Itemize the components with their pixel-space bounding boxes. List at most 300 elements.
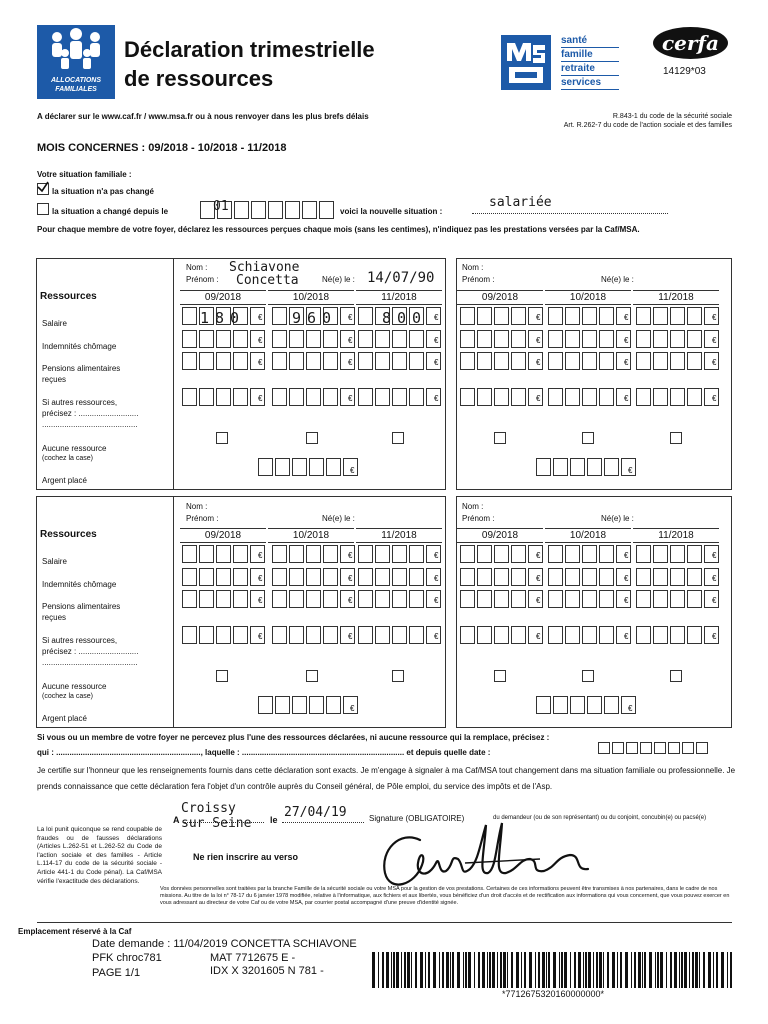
ne-label-2: Né(e) le : bbox=[601, 275, 634, 284]
row-chomage-2: Indemnités chômage bbox=[42, 580, 117, 589]
row-autres-2: Si autres ressources, bbox=[42, 636, 118, 645]
row-chomage-1: Indemnités chômage bbox=[42, 342, 117, 351]
barcode-bar bbox=[548, 952, 550, 988]
argent-place-cells-b2-1[interactable] bbox=[536, 696, 638, 713]
prenom-label-1: Prénom : bbox=[186, 275, 219, 284]
amount-cells-b2-c2-r3[interactable] bbox=[358, 626, 443, 643]
euro-sign-b1-c1-r3: € bbox=[348, 394, 353, 403]
euro-sign-b2-c4-r1: € bbox=[624, 574, 629, 583]
barcode-bar bbox=[492, 952, 495, 988]
month-header-1-1: 09/2018 bbox=[180, 290, 266, 305]
amount-cells-b2-c5-r0[interactable] bbox=[636, 545, 721, 562]
barcode-bar bbox=[578, 952, 581, 988]
argent-place-cells-b1-1[interactable] bbox=[536, 458, 638, 475]
amount-cells-b2-c4-r2[interactable] bbox=[548, 590, 633, 607]
euro-sign-b1-c5-r0: € bbox=[712, 313, 717, 322]
row-pensions-1: Pensions alimentaires bbox=[42, 364, 121, 373]
argent-euro-b2-0: € bbox=[350, 704, 355, 713]
person1-ne[interactable]: 14/07/90 bbox=[367, 270, 435, 286]
le-label: le bbox=[270, 815, 278, 825]
amount-cells-b2-c3-r1[interactable] bbox=[460, 568, 545, 585]
euro-sign-b2-c1-r2: € bbox=[348, 596, 353, 605]
barcode-bar bbox=[670, 952, 672, 988]
amount-cells-b1-c5-r1[interactable] bbox=[636, 330, 721, 347]
amount-cells-b2-c2-r0[interactable] bbox=[358, 545, 443, 562]
amount-cells-b2-c3-r0[interactable] bbox=[460, 545, 545, 562]
euro-sign-b1-c1-r2: € bbox=[348, 358, 353, 367]
euro-sign-b2-c3-r0: € bbox=[536, 551, 541, 560]
amount-cells-b1-c2-r1[interactable] bbox=[358, 330, 443, 347]
amount-cells-b1-c5-r0[interactable] bbox=[636, 307, 721, 324]
amount-cells-b2-c3-r2[interactable] bbox=[460, 590, 545, 607]
euro-sign-b1-c5-r3: € bbox=[712, 394, 717, 403]
reserved-label: Emplacement réservé à la Caf bbox=[18, 927, 132, 936]
row-salaire-2: Salaire bbox=[42, 557, 67, 566]
row-aucune-1: Aucune ressource bbox=[42, 444, 107, 453]
barcode-bar bbox=[393, 952, 395, 988]
barcode-bar bbox=[727, 952, 728, 988]
person1-salaire-11[interactable]: 800 bbox=[382, 309, 428, 327]
checkbox-unchanged[interactable] bbox=[37, 183, 49, 195]
barcode-bar bbox=[391, 952, 392, 988]
euro-sign-b2-c0-r0: € bbox=[258, 551, 263, 560]
barcode-bar bbox=[478, 952, 480, 988]
row-dots-1: ........................................... bbox=[42, 420, 138, 429]
barcode-text: *7712675320160000000* bbox=[501, 989, 605, 999]
barcode-bar bbox=[599, 952, 602, 988]
euro-sign-b2-c3-r3: € bbox=[536, 632, 541, 641]
euro-sign-b2-c0-r2: € bbox=[258, 596, 263, 605]
barcode-bar bbox=[660, 952, 663, 988]
euro-sign-b2-c0-r3: € bbox=[258, 632, 263, 641]
signature-label: Signature (OBLIGATOIRE) bbox=[369, 814, 465, 823]
barcode-bar bbox=[634, 952, 636, 988]
barcode-bar bbox=[612, 952, 615, 988]
prenom-label-2: Prénom : bbox=[462, 275, 495, 284]
amount-cells-b2-c3-r3[interactable] bbox=[460, 626, 545, 643]
barcode-bar bbox=[666, 952, 667, 988]
barcode-bar bbox=[411, 952, 412, 988]
aucune-ressource-checkbox-b2-c0[interactable] bbox=[216, 670, 228, 682]
barcode-bar bbox=[442, 952, 444, 988]
barcode-bar bbox=[404, 952, 406, 988]
msa-line-services: services bbox=[561, 76, 619, 90]
amount-cells-b1-c3-r3[interactable] bbox=[460, 388, 545, 405]
amount-cells-b1-c1-r2[interactable] bbox=[272, 352, 357, 369]
euro-sign-b1-c0-r3: € bbox=[258, 394, 263, 403]
euro-sign-b1-c3-r2: € bbox=[536, 358, 541, 367]
barcode-bar bbox=[593, 952, 594, 988]
euro-sign-b2-c5-r0: € bbox=[712, 551, 717, 560]
msa-logo bbox=[501, 35, 551, 90]
barcode bbox=[372, 952, 734, 988]
barcode-bar bbox=[482, 952, 485, 988]
argent-place-cells-b1-0[interactable] bbox=[258, 458, 360, 475]
situation-label: Votre situation familiale : bbox=[37, 170, 132, 179]
row-pensions-2: Pensions alimentaires bbox=[42, 602, 121, 611]
amount-cells-b1-c3-r0[interactable] bbox=[460, 307, 545, 324]
aucune-ressource-checkbox-b1-c0[interactable] bbox=[216, 432, 228, 444]
instructions: Pour chaque membre de votre foyer, déclarez les ressources perçues chaque mois (sans les centimes), n'indiquez pas les prestations versées par la Caf/MSA. bbox=[37, 225, 640, 234]
euro-sign-b2-c3-r2: € bbox=[536, 596, 541, 605]
amount-cells-b2-c5-r3[interactable] bbox=[636, 626, 721, 643]
amount-cells-b2-c4-r1[interactable] bbox=[548, 568, 633, 585]
msa-line-retraite: retraite bbox=[561, 62, 619, 76]
row-argent-2: Argent placé bbox=[42, 714, 87, 723]
month-header-1-6: 11/2018 bbox=[633, 290, 719, 305]
barcode-bar bbox=[465, 952, 467, 988]
barcode-bar bbox=[655, 952, 656, 988]
nom-label-2: Nom : bbox=[462, 263, 484, 272]
amount-cells-b1-c0-r1[interactable] bbox=[182, 330, 267, 347]
euro-sign-b2-c5-r2: € bbox=[712, 596, 717, 605]
euro-sign-b2-c2-r2: € bbox=[434, 596, 439, 605]
aucune-ressource-checkbox-b1-c1[interactable] bbox=[306, 432, 318, 444]
month-header-1-4: 09/2018 bbox=[457, 290, 543, 305]
barcode-bar bbox=[386, 952, 389, 988]
barcode-bar bbox=[695, 952, 698, 988]
barcode-bar bbox=[487, 952, 488, 988]
amount-cells-b2-c5-r2[interactable] bbox=[636, 590, 721, 607]
euro-sign-b1-c2-r2: € bbox=[434, 358, 439, 367]
cerfa-logo-text: cerfa bbox=[661, 31, 719, 55]
euro-sign-b2-c1-r0: € bbox=[348, 551, 353, 560]
checkbox-changed[interactable] bbox=[37, 203, 49, 215]
aucune-ressource-checkbox-b1-c5[interactable] bbox=[670, 432, 682, 444]
barcode-bar bbox=[546, 952, 547, 988]
euro-sign-b2-c3-r1: € bbox=[536, 574, 541, 583]
ne-label-3: Né(e) le : bbox=[322, 514, 355, 523]
barcode-bar bbox=[553, 952, 556, 988]
row-dots-2: ........................................... bbox=[42, 658, 138, 667]
new-situation-label: voici la nouvelle situation : bbox=[340, 207, 443, 216]
euro-sign-b1-c5-r1: € bbox=[712, 336, 717, 345]
row-argent-1: Argent placé bbox=[42, 476, 87, 485]
amount-cells-b2-c4-r3[interactable] bbox=[548, 626, 633, 643]
barcode-bar bbox=[535, 952, 536, 988]
new-situation-value[interactable]: salariée bbox=[489, 195, 552, 210]
euro-sign-b1-c1-r0: € bbox=[348, 313, 353, 322]
barcode-bar bbox=[638, 952, 641, 988]
barcode-bar bbox=[457, 952, 460, 988]
title-line-2: de ressources bbox=[124, 66, 274, 91]
legal-ref-1: R.843-1 du code de la sécurité sociale bbox=[612, 113, 732, 120]
row-pensions-2-1: reçues bbox=[42, 375, 67, 384]
barcode-bar bbox=[497, 952, 498, 988]
verso-text: Ne rien inscrire au verso bbox=[193, 852, 299, 862]
barcode-bar bbox=[439, 952, 440, 988]
qui-line: qui : ................................................................., laquelle : ......................................................................... et depuis quelle date : bbox=[37, 748, 491, 757]
barcode-bar bbox=[559, 952, 560, 988]
barcode-bar bbox=[474, 952, 475, 988]
month-header-1-3: 11/2018 bbox=[356, 290, 442, 305]
barcode-bar bbox=[617, 952, 618, 988]
barcode-bar bbox=[583, 952, 584, 988]
barcode-bar bbox=[511, 952, 513, 988]
euro-sign-b1-c2-r1: € bbox=[434, 336, 439, 345]
caf-logo-text-2: FAMILIALES bbox=[55, 86, 97, 93]
barcode-bar bbox=[570, 952, 571, 988]
date-line bbox=[282, 821, 364, 823]
barcode-bar bbox=[561, 952, 563, 988]
amount-cells-b1-c4-r3[interactable] bbox=[548, 388, 633, 405]
page-line: PAGE 1/1 bbox=[92, 967, 141, 979]
amount-cells-b1-c0-r3[interactable] bbox=[182, 388, 267, 405]
aucune-ressource-checkbox-b2-c1[interactable] bbox=[306, 670, 318, 682]
barcode-bar bbox=[703, 952, 705, 988]
euro-sign-b2-c1-r3: € bbox=[348, 632, 353, 641]
euro-sign-b2-c4-r3: € bbox=[624, 632, 629, 641]
row-autres-1: Si autres ressources, bbox=[42, 398, 118, 407]
barcode-bar bbox=[716, 952, 718, 988]
prenom-label-4: Prénom : bbox=[462, 514, 495, 523]
argent-euro-b2-1: € bbox=[628, 704, 633, 713]
barcode-bar bbox=[679, 952, 680, 988]
amount-cells-b1-c4-r1[interactable] bbox=[548, 330, 633, 347]
euro-sign-b2-c4-r2: € bbox=[624, 596, 629, 605]
barcode-bar bbox=[378, 952, 379, 988]
amount-cells-b1-c4-r0[interactable] bbox=[548, 307, 633, 324]
amount-cells-b2-c1-r2[interactable] bbox=[272, 590, 357, 607]
idx-line: IDX X 3201605 N 781 - bbox=[210, 965, 324, 977]
euro-sign-b1-c4-r0: € bbox=[624, 313, 629, 322]
argent-euro-b1-1: € bbox=[628, 466, 633, 475]
aucune-ressource-checkbox-b2-c2[interactable] bbox=[392, 670, 404, 682]
barcode-bar bbox=[631, 952, 632, 988]
barcode-bar bbox=[681, 952, 683, 988]
barcode-bar bbox=[538, 952, 540, 988]
row-aucune-2: Aucune ressource bbox=[42, 682, 107, 691]
month-header-1-5: 10/2018 bbox=[545, 290, 631, 305]
nom-label-1: Nom : bbox=[186, 263, 208, 272]
barcode-bar bbox=[516, 952, 519, 988]
euro-sign-b2-c5-r1: € bbox=[712, 574, 717, 583]
month-header-1-2: 10/2018 bbox=[268, 290, 354, 305]
ne-label-1: Né(e) le : bbox=[322, 275, 355, 284]
privacy-text: Vos données personnelles sont traitées par la branche Famille de la sécurité sociale ou votre MSA pour la gestion de vos prestations. Certaines de ces informations peuvent être transmises à nos partenaires, dans le cadre de nos missions. Au titre de la loi n° 78-17 du 6 janvier 1978 modifiée, relative à l'informatique, aux fichiers et aux libertés, vous bénéficiez d'un droit d'accès et de rectification aux informations qui vous concernent, que vous pouvez exercer en vous adressant au directeur de votre Caf ou de votre MSA, par courrier postal accompagné d'une preuve d'identité signée. bbox=[160, 886, 730, 906]
amount-cells-b2-c2-r1[interactable] bbox=[358, 568, 443, 585]
amount-cells-b1-c5-r2[interactable] bbox=[636, 352, 721, 369]
row-pensions-2-2: reçues bbox=[42, 613, 67, 622]
aucune-ressource-checkbox-b1-c2[interactable] bbox=[392, 432, 404, 444]
city-value-1[interactable]: Croissy bbox=[181, 801, 236, 816]
euro-sign-b2-c5-r3: € bbox=[712, 632, 717, 641]
law-text: La loi punit quiconque se rend coupable de fraudes ou de fausses déclarations (Articles L.262-51 et L.262-52 du Code de l'action sociale et des familles - Article L.114-17 du code de la sécurité sociale - Article 441-1 du Code pénal). La Caf/MSA vérifie l'exactitude des déclarations. bbox=[37, 826, 162, 885]
amount-cells-b1-c5-r3[interactable] bbox=[636, 388, 721, 405]
euro-sign-b2-c2-r0: € bbox=[434, 551, 439, 560]
euro-sign-b1-c2-r3: € bbox=[434, 394, 439, 403]
months-concerned: MOIS CONCERNES : 09/2018 - 10/2018 - 11/2018 bbox=[37, 142, 287, 154]
situation-changed-label: la situation a changé depuis le bbox=[52, 207, 169, 216]
barcode-bar bbox=[708, 952, 711, 988]
declare-text: A déclarer sur le www.caf.fr / www.msa.fr ou à nous renvoyer dans les plus brefs délais bbox=[37, 112, 369, 121]
msa-line-sante: santé bbox=[561, 34, 619, 48]
person1-salaire-10[interactable]: 960 bbox=[292, 309, 338, 327]
barcode-bar bbox=[452, 952, 454, 988]
barcode-bar bbox=[415, 952, 417, 988]
month-header-2-5: 10/2018 bbox=[545, 528, 631, 543]
amount-cells-b2-c1-r0[interactable] bbox=[272, 545, 357, 562]
barcode-bar bbox=[649, 952, 652, 988]
row-cochez-2: (cochez la case) bbox=[42, 693, 93, 700]
aucune-ressource-checkbox-b2-c5[interactable] bbox=[670, 670, 682, 682]
barcode-bar bbox=[407, 952, 410, 988]
barcode-bar bbox=[489, 952, 491, 988]
amount-cells-b2-c1-r1[interactable] bbox=[272, 568, 357, 585]
euro-sign-b2-c4-r0: € bbox=[624, 551, 629, 560]
barcode-bar bbox=[396, 952, 399, 988]
barcode-bar bbox=[500, 952, 502, 988]
signature-note: du demandeur (ou de son représentant) ou du conjoint, concubin(e) ou pacsé(e) bbox=[493, 815, 707, 821]
no-resources-text: Si vous ou un membre de votre foyer ne percevez plus l'une des ressources déclarées, ni aucune ressource qui la remplace, précisez : bbox=[37, 733, 550, 742]
row-precisez-2: précisez : ........................... bbox=[42, 647, 139, 656]
barcode-bar bbox=[684, 952, 687, 988]
situation-unchanged-label: la situation n'a pas changé bbox=[52, 187, 154, 196]
ressources-header-1: Ressources bbox=[40, 291, 97, 302]
demande-line: Date demande : 11/04/2019 CONCETTA SCHIAVONE bbox=[92, 938, 357, 950]
barcode-bar bbox=[524, 952, 526, 988]
prenom-label-3: Prénom : bbox=[186, 514, 219, 523]
barcode-bar bbox=[588, 952, 591, 988]
euro-sign-b2-c2-r3: € bbox=[434, 632, 439, 641]
cerfa-number: 14129*03 bbox=[663, 66, 706, 77]
euro-sign-b2-c2-r1: € bbox=[434, 574, 439, 583]
aucune-ressource-checkbox-b2-c3[interactable] bbox=[494, 670, 506, 682]
amount-cells-b2-c4-r0[interactable] bbox=[548, 545, 633, 562]
title-line-1: Déclaration trimestrielle bbox=[124, 37, 375, 62]
barcode-bar bbox=[721, 952, 724, 988]
barcode-bar bbox=[607, 952, 609, 988]
ressources-header-2: Ressources bbox=[40, 529, 97, 540]
barcode-bar bbox=[657, 952, 659, 988]
barcode-bar bbox=[625, 952, 628, 988]
amount-cells-b2-c1-r3[interactable] bbox=[272, 626, 357, 643]
euro-sign-b1-c2-r0: € bbox=[434, 313, 439, 322]
month-header-2-6: 11/2018 bbox=[633, 528, 719, 543]
amount-cells-b1-c3-r1[interactable] bbox=[460, 330, 545, 347]
euro-sign-b1-c4-r3: € bbox=[624, 394, 629, 403]
amount-cells-b1-c2-r2[interactable] bbox=[358, 352, 443, 369]
city-value-2[interactable]: sur Seine bbox=[181, 816, 252, 831]
euro-sign-b1-c4-r2: € bbox=[624, 358, 629, 367]
barcode-bar bbox=[603, 952, 604, 988]
barcode-bar bbox=[507, 952, 508, 988]
euro-sign-b1-c3-r1: € bbox=[536, 336, 541, 345]
month-header-2-3: 11/2018 bbox=[356, 528, 442, 543]
amount-cells-b1-c0-r2[interactable] bbox=[182, 352, 267, 369]
barcode-bar bbox=[542, 952, 545, 988]
nom-label-3: Nom : bbox=[186, 502, 208, 511]
barcode-bar bbox=[425, 952, 426, 988]
amount-cells-b2-c0-r2[interactable] bbox=[182, 590, 267, 607]
msa-line-famille: famille bbox=[561, 48, 619, 62]
amount-cells-b2-c0-r3[interactable] bbox=[182, 626, 267, 643]
amount-cells-b2-c5-r1[interactable] bbox=[636, 568, 721, 585]
barcode-bar bbox=[564, 952, 567, 988]
barcode-bar bbox=[699, 952, 700, 988]
euro-sign-b2-c0-r1: € bbox=[258, 574, 263, 583]
amount-cells-b2-c0-r1[interactable] bbox=[182, 568, 267, 585]
barcode-bar bbox=[420, 952, 423, 988]
amount-cells-b2-c2-r2[interactable] bbox=[358, 590, 443, 607]
row-salaire-1: Salaire bbox=[42, 319, 67, 328]
barcode-bar bbox=[674, 952, 677, 988]
barcode-bar bbox=[692, 952, 694, 988]
row-cochez-1: (cochez la case) bbox=[42, 455, 93, 462]
date-changed-day: 01 bbox=[213, 199, 229, 214]
barcode-bar bbox=[463, 952, 464, 988]
euro-sign-b1-c5-r2: € bbox=[712, 358, 717, 367]
euro-sign-b1-c0-r1: € bbox=[258, 336, 263, 345]
row-precisez-1: précisez : ........................... bbox=[42, 409, 139, 418]
aucune-ressource-checkbox-b1-c3[interactable] bbox=[494, 432, 506, 444]
barcode-bar bbox=[446, 952, 449, 988]
barcode-bar bbox=[428, 952, 430, 988]
amount-cells-b1-c3-r2[interactable] bbox=[460, 352, 545, 369]
euro-sign-b1-c0-r0: € bbox=[258, 313, 263, 322]
person1-salaire-09[interactable]: 180 bbox=[200, 309, 246, 327]
aucune-ressource-checkbox-b2-c4[interactable] bbox=[582, 670, 594, 682]
signature-date[interactable]: 27/04/19 bbox=[284, 805, 347, 820]
amount-cells-b1-c1-r3[interactable] bbox=[272, 388, 357, 405]
person1-prenom[interactable]: Concetta bbox=[236, 273, 299, 288]
barcode-bar bbox=[585, 952, 587, 988]
cerfa-logo bbox=[653, 27, 728, 59]
argent-euro-b1-0: € bbox=[350, 466, 355, 475]
a-label: A bbox=[173, 815, 180, 825]
month-header-2-2: 10/2018 bbox=[268, 528, 354, 543]
barcode-bar bbox=[450, 952, 451, 988]
month-header-2-4: 09/2018 bbox=[457, 528, 543, 543]
barcode-bar bbox=[596, 952, 598, 988]
barcode-bar bbox=[689, 952, 690, 988]
barcode-bar bbox=[433, 952, 436, 988]
month-header-2-1: 09/2018 bbox=[180, 528, 266, 543]
euro-sign-b2-c1-r1: € bbox=[348, 574, 353, 583]
person1-nom[interactable]: Schiavone bbox=[229, 260, 300, 275]
new-situation-line bbox=[472, 212, 668, 214]
amount-cells-b2-c0-r0[interactable] bbox=[182, 545, 267, 562]
euro-sign-b1-c1-r1: € bbox=[348, 336, 353, 345]
amount-cells-b1-c4-r2[interactable] bbox=[548, 352, 633, 369]
barcode-bar bbox=[529, 952, 532, 988]
caf-logo bbox=[37, 25, 115, 99]
barcode-bar bbox=[401, 952, 402, 988]
msa-tagline bbox=[561, 34, 619, 90]
aucune-ressource-checkbox-b1-c4[interactable] bbox=[582, 432, 594, 444]
depuis-date-cells[interactable] bbox=[598, 742, 710, 754]
caf-logo-text-1: ALLOCATIONS bbox=[50, 77, 102, 84]
barcode-bar bbox=[521, 952, 522, 988]
mat-line: MAT 7712675 E - bbox=[210, 952, 296, 964]
barcode-bar bbox=[713, 952, 714, 988]
argent-place-cells-b2-0[interactable] bbox=[258, 696, 360, 713]
legal-ref-2: Art. R.262-7 du code de l'action sociale et des familles bbox=[563, 122, 732, 129]
amount-cells-b1-c1-r1[interactable] bbox=[272, 330, 357, 347]
barcode-bar bbox=[620, 952, 622, 988]
check-mark-icon bbox=[37, 181, 49, 193]
amount-cells-b1-c2-r3[interactable] bbox=[358, 388, 443, 405]
nom-label-4: Nom : bbox=[462, 502, 484, 511]
certify-text: Je certifie sur l'honneur que les renseignements fournis dans cette déclaration sont exacts. Je m'engage à signaler à ma Caf/MSA tout changement dans ma situation familiale ou professionnelle. Je prends connaissance que cette déclaration fera l'objet d'un contrôle auprès du Conseil général, de Pôle emploi, du service des impôts et de l'Asp. bbox=[37, 766, 736, 791]
pfk-line: PFK chroc781 bbox=[92, 952, 162, 964]
barcode-bar bbox=[644, 952, 646, 988]
barcode-bar bbox=[382, 952, 384, 988]
msa-logo-icon bbox=[501, 35, 551, 90]
barcode-bar bbox=[642, 952, 643, 988]
barcode-bar bbox=[730, 952, 732, 988]
euro-sign-b1-c0-r2: € bbox=[258, 358, 263, 367]
